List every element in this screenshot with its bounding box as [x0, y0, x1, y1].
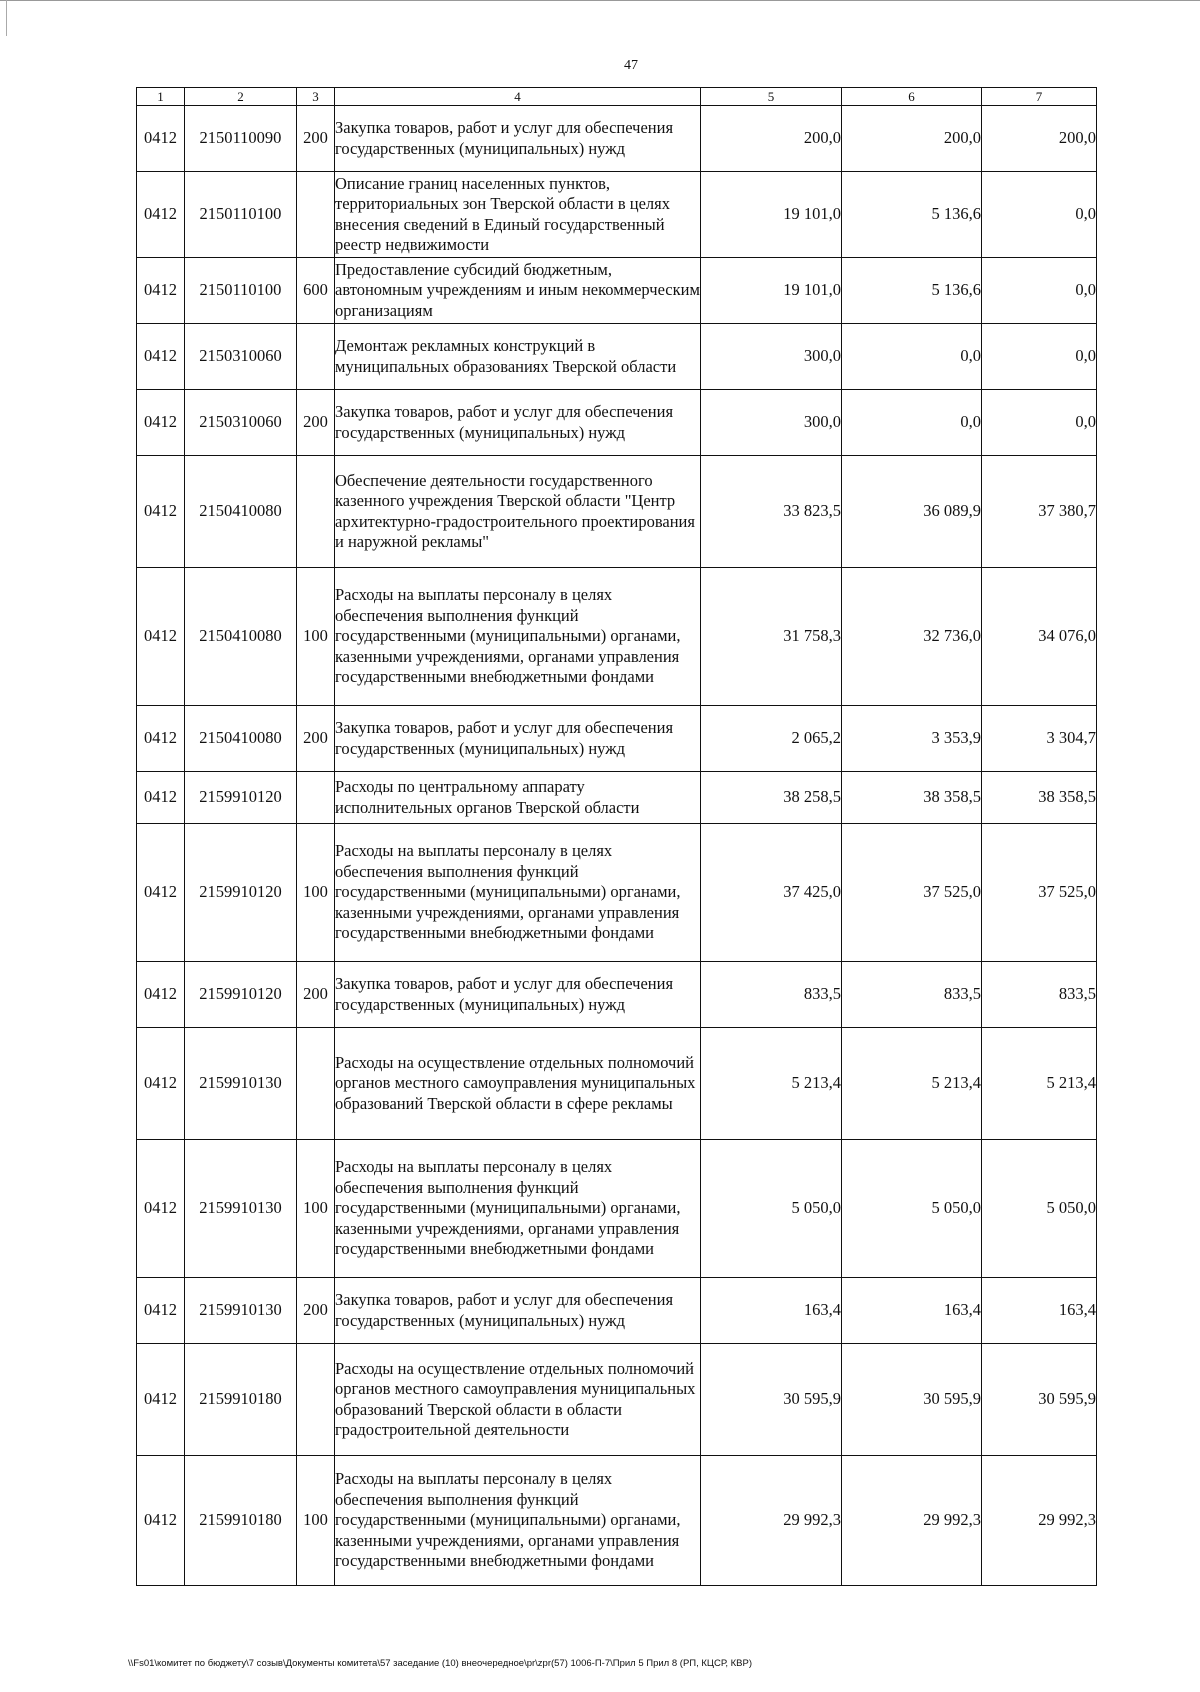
amount-col5-cell: 300,0	[701, 324, 842, 390]
table-row	[137, 258, 1097, 324]
table-row	[137, 824, 1097, 962]
section-code-cell: 0412	[137, 1456, 185, 1586]
target-article-code-cell: 2150410080	[185, 706, 297, 772]
section-code-cell: 0412	[137, 706, 185, 772]
table-row	[137, 772, 1097, 824]
table-row	[137, 324, 1097, 390]
table-row	[137, 456, 1097, 568]
amount-col7-cell: 37 525,0	[982, 824, 1097, 962]
description-cell: Расходы на выплаты персоналу в целях обеспечения выполнения функций государственными (муниципальными) органами, казенными учреждениями, органами управления государственными внебюджетными фондами	[335, 824, 701, 962]
section-code-cell: 0412	[137, 772, 185, 824]
section-code-cell: 0412	[137, 456, 185, 568]
amount-col7-cell: 0,0	[982, 172, 1097, 258]
amount-col6-cell: 5 136,6	[842, 258, 982, 324]
amount-col7-cell: 5 050,0	[982, 1140, 1097, 1278]
amount-col6-cell: 163,4	[842, 1278, 982, 1344]
table-row	[137, 172, 1097, 258]
amount-col6-cell: 5 050,0	[842, 1140, 982, 1278]
description-cell: Описание границ населенных пунктов, территориальных зон Тверской области в целях внесения сведений в Единый государственный реестр недвижимости	[335, 172, 701, 258]
target-article-code-cell: 2159910180	[185, 1344, 297, 1456]
column-header-5: 5	[701, 88, 842, 106]
page-number: 47	[624, 58, 638, 73]
section-code-cell: 0412	[137, 1028, 185, 1140]
target-article-code-cell: 2150310060	[185, 390, 297, 456]
description-cell: Закупка товаров, работ и услуг для обеспечения государственных (муниципальных) нужд	[335, 390, 701, 456]
expense-type-cell	[297, 772, 335, 824]
description-cell: Обеспечение деятельности государственного казенного учреждения Тверской области "Центр архитектурно-градостроительного проектирования и наружной рекламы"	[335, 456, 701, 568]
table-row	[137, 1140, 1097, 1278]
amount-col7-cell: 3 304,7	[982, 706, 1097, 772]
target-article-code-cell: 2159910120	[185, 962, 297, 1028]
section-code-cell: 0412	[137, 1344, 185, 1456]
amount-col7-cell: 0,0	[982, 258, 1097, 324]
column-header-2: 2	[185, 88, 297, 106]
section-code-cell: 0412	[137, 172, 185, 258]
expense-type-cell: 200	[297, 962, 335, 1028]
expense-type-cell: 200	[297, 706, 335, 772]
page-top-border	[0, 0, 1200, 2]
expense-type-cell	[297, 1028, 335, 1140]
description-cell: Закупка товаров, работ и услуг для обеспечения государственных (муниципальных) нужд	[335, 706, 701, 772]
expense-type-cell	[297, 456, 335, 568]
amount-col7-cell: 200,0	[982, 106, 1097, 172]
amount-col6-cell: 200,0	[842, 106, 982, 172]
table-row	[137, 568, 1097, 706]
table-row	[137, 1278, 1097, 1344]
footer-file-path: \\Fs01\комитет по бюджету\7 созыв\Документы комитета\57 заседание (10) внеочередное\pr\zpr(57) 1006-П-7\Прил 5 Прил 8 (РП, КЦСР, КВР)	[128, 1658, 753, 1669]
amount-col6-cell: 5 213,4	[842, 1028, 982, 1140]
table-row	[137, 1028, 1097, 1140]
amount-col5-cell: 300,0	[701, 390, 842, 456]
amount-col5-cell: 2 065,2	[701, 706, 842, 772]
description-cell: Закупка товаров, работ и услуг для обеспечения государственных (муниципальных) нужд	[335, 962, 701, 1028]
table-row	[137, 706, 1097, 772]
amount-col7-cell: 833,5	[982, 962, 1097, 1028]
amount-col5-cell: 19 101,0	[701, 172, 842, 258]
expense-type-cell: 100	[297, 568, 335, 706]
expense-type-cell: 100	[297, 1140, 335, 1278]
amount-col5-cell: 31 758,3	[701, 568, 842, 706]
description-cell: Расходы на выплаты персоналу в целях обеспечения выполнения функций государственными (муниципальными) органами, казенными учреждениями, органами управления государственными внебюджетными фондами	[335, 1456, 701, 1586]
amount-col6-cell: 36 089,9	[842, 456, 982, 568]
amount-col6-cell: 37 525,0	[842, 824, 982, 962]
section-code-cell: 0412	[137, 106, 185, 172]
table-row	[137, 390, 1097, 456]
amount-col6-cell: 5 136,6	[842, 172, 982, 258]
description-cell: Демонтаж рекламных конструкций в муниципальных образованиях Тверской области	[335, 324, 701, 390]
amount-col5-cell: 19 101,0	[701, 258, 842, 324]
amount-col5-cell: 29 992,3	[701, 1456, 842, 1586]
amount-col5-cell: 833,5	[701, 962, 842, 1028]
amount-col6-cell: 38 358,5	[842, 772, 982, 824]
target-article-code-cell: 2150310060	[185, 324, 297, 390]
target-article-code-cell: 2159910120	[185, 772, 297, 824]
column-header-3: 3	[297, 88, 335, 106]
amount-col5-cell: 200,0	[701, 106, 842, 172]
expense-type-cell: 600	[297, 258, 335, 324]
expense-type-cell: 200	[297, 106, 335, 172]
target-article-code-cell: 2159910180	[185, 1456, 297, 1586]
table-row	[137, 106, 1097, 172]
target-article-code-cell: 2159910120	[185, 824, 297, 962]
expense-type-cell: 200	[297, 390, 335, 456]
amount-col5-cell: 30 595,9	[701, 1344, 842, 1456]
amount-col5-cell: 37 425,0	[701, 824, 842, 962]
amount-col7-cell: 37 380,7	[982, 456, 1097, 568]
target-article-code-cell: 2159910130	[185, 1028, 297, 1140]
expense-type-cell: 100	[297, 824, 335, 962]
column-header-1: 1	[137, 88, 185, 106]
amount-col5-cell: 33 823,5	[701, 456, 842, 568]
description-cell: Расходы по центральному аппарату исполнительных органов Тверской области	[335, 772, 701, 824]
amount-col7-cell: 34 076,0	[982, 568, 1097, 706]
description-cell: Расходы на выплаты персоналу в целях обеспечения выполнения функций государственными (муниципальными) органами, казенными учреждениями, органами управления государственными внебюджетными фондами	[335, 1140, 701, 1278]
table-header-row	[137, 88, 1097, 106]
amount-col7-cell: 0,0	[982, 390, 1097, 456]
amount-col7-cell: 0,0	[982, 324, 1097, 390]
target-article-code-cell: 2150410080	[185, 568, 297, 706]
section-code-cell: 0412	[137, 1140, 185, 1278]
target-article-code-cell: 2150110100	[185, 172, 297, 258]
section-code-cell: 0412	[137, 390, 185, 456]
budget-table	[136, 87, 1097, 1586]
section-code-cell: 0412	[137, 824, 185, 962]
amount-col6-cell: 833,5	[842, 962, 982, 1028]
amount-col6-cell: 0,0	[842, 390, 982, 456]
section-code-cell: 0412	[137, 324, 185, 390]
column-header-6: 6	[842, 88, 982, 106]
target-article-code-cell: 2150110090	[185, 106, 297, 172]
description-cell: Закупка товаров, работ и услуг для обеспечения государственных (муниципальных) нужд	[335, 106, 701, 172]
amount-col5-cell: 38 258,5	[701, 772, 842, 824]
expense-type-cell	[297, 1344, 335, 1456]
description-cell: Предоставление субсидий бюджетным, автономным учреждениям и иным некоммерческим организациям	[335, 258, 701, 324]
expense-type-cell	[297, 324, 335, 390]
amount-col7-cell: 163,4	[982, 1278, 1097, 1344]
amount-col6-cell: 29 992,3	[842, 1456, 982, 1586]
amount-col6-cell: 0,0	[842, 324, 982, 390]
target-article-code-cell: 2159910130	[185, 1278, 297, 1344]
section-code-cell: 0412	[137, 1278, 185, 1344]
amount-col7-cell: 38 358,5	[982, 772, 1097, 824]
amount-col6-cell: 30 595,9	[842, 1344, 982, 1456]
section-code-cell: 0412	[137, 258, 185, 324]
amount-col5-cell: 163,4	[701, 1278, 842, 1344]
target-article-code-cell: 2150110100	[185, 258, 297, 324]
table-row	[137, 962, 1097, 1028]
column-header-7: 7	[982, 88, 1097, 106]
description-cell: Расходы на осуществление отдельных полномочий органов местного самоуправления муниципальных образований Тверской области в области градостроительной деятельности	[335, 1344, 701, 1456]
amount-col7-cell: 29 992,3	[982, 1456, 1097, 1586]
description-cell: Расходы на выплаты персоналу в целях обеспечения выполнения функций государственными (муниципальными) органами, казенными учреждениями, органами управления государственными внебюджетными фондами	[335, 568, 701, 706]
amount-col7-cell: 5 213,4	[982, 1028, 1097, 1140]
description-cell: Закупка товаров, работ и услуг для обеспечения государственных (муниципальных) нужд	[335, 1278, 701, 1344]
expense-type-cell: 200	[297, 1278, 335, 1344]
target-article-code-cell: 2159910130	[185, 1140, 297, 1278]
amount-col5-cell: 5 213,4	[701, 1028, 842, 1140]
table-row	[137, 1344, 1097, 1456]
table-row	[137, 1456, 1097, 1586]
section-code-cell: 0412	[137, 568, 185, 706]
expense-type-cell	[297, 172, 335, 258]
page-left-mark	[6, 0, 7, 36]
column-header-4: 4	[335, 88, 701, 106]
amount-col6-cell: 32 736,0	[842, 568, 982, 706]
amount-col7-cell: 30 595,9	[982, 1344, 1097, 1456]
target-article-code-cell: 2150410080	[185, 456, 297, 568]
amount-col5-cell: 5 050,0	[701, 1140, 842, 1278]
expense-type-cell: 100	[297, 1456, 335, 1586]
section-code-cell: 0412	[137, 962, 185, 1028]
amount-col6-cell: 3 353,9	[842, 706, 982, 772]
description-cell: Расходы на осуществление отдельных полномочий органов местного самоуправления муниципальных образований Тверской области в сфере рекламы	[335, 1028, 701, 1140]
